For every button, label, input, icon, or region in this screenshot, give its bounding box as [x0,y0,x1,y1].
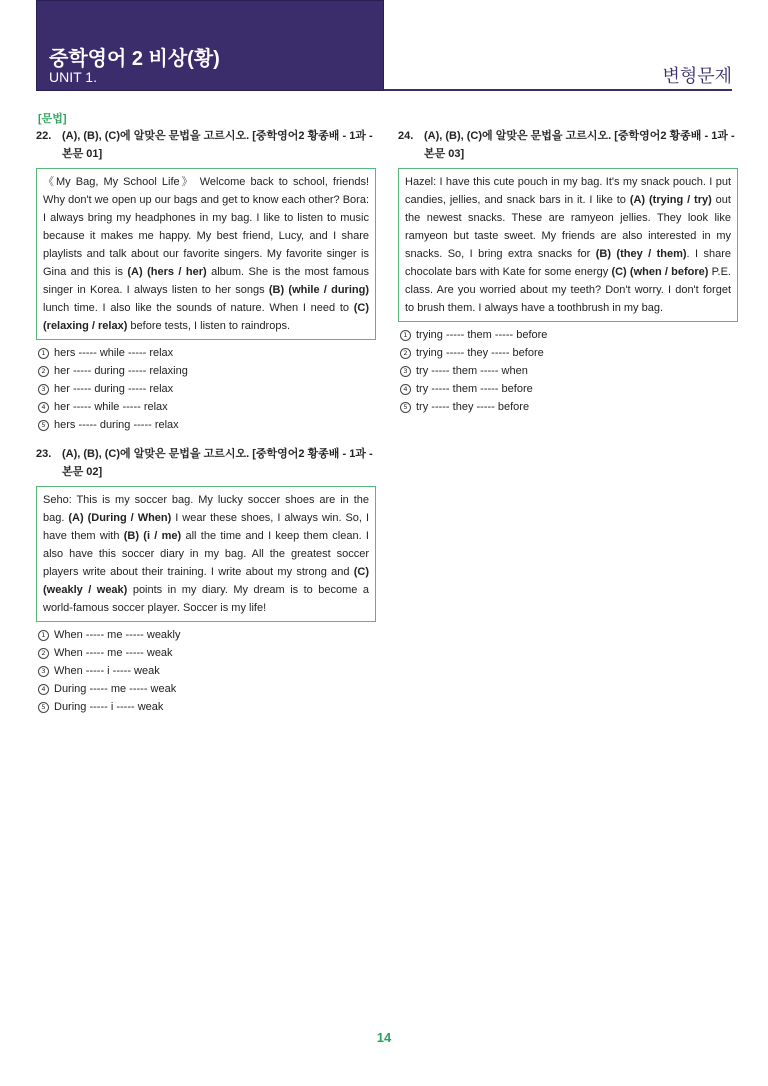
option-number-icon: 4 [38,402,49,413]
option-number-icon: 3 [400,366,411,377]
passage-text: album. She is the most famous singer in Korea. I always listen to her songs [43,266,369,296]
blank-choice: (A) (During / When) [68,512,172,524]
answer-option [400,362,738,380]
blank-choice: (A) (hers / her) [127,266,207,278]
question-prompt: (A), (B), (C)에 알맞은 문법을 고르시오. [중학영어2 황종배 - 1과 -본문 03] [424,130,735,160]
blank-choice: (B) (i / me) [123,530,182,542]
answer-option [38,680,376,698]
answer-options [36,344,376,434]
question-number: 22. [36,130,52,142]
option-text: When ----- me ----- weak [54,647,173,659]
blank-choice: (C) (weakly / weak) [43,566,369,596]
option-text: hers ----- during ----- relax [54,419,179,431]
blank-choice: (C) (relaxing / relax) [43,302,369,332]
answer-option [38,362,376,380]
passage-text: 《My Bag, My School Life》 Welcome back to school, friends! Why don't we open up our bags and get to know each other? Bora: I always bring my headphones in my bag. I like to listen to music because it makes me happy. My best friend, Lucy, and I share playlists and talk about our favorite singers. My favorite singer is Gina and this is [43,176,369,278]
blank-choice: (B) (they / them) [595,248,687,260]
passage-text: lunch time. I also like the sounds of nature. When I need to [43,302,354,314]
option-number-icon: 2 [38,366,49,377]
option-number-icon: 1 [38,630,49,641]
option-number-icon: 5 [38,702,49,713]
question-22 [36,127,376,434]
answer-option [400,326,738,344]
blank-choice: (B) (while / during) [268,284,369,296]
passage-text: Hazel: I have this cute pouch in my bag. It's my snack pouch. I put candies, jellies, and snack bars in it. I like to [405,176,731,206]
option-number-icon: 3 [38,666,49,677]
question-23 [36,445,376,716]
section-label: [문법] [38,113,67,125]
option-number-icon: 1 [400,330,411,341]
question-number: 23. [36,448,52,460]
option-text: hers ----- while ----- relax [54,347,174,359]
option-number-icon: 4 [400,384,411,395]
option-text: When ----- me ----- weakly [54,629,181,641]
answer-option [38,344,376,362]
option-number-icon: 4 [38,684,49,695]
question-prompt: (A), (B), (C)에 알맞은 문법을 고르시오. [중학영어2 황종배 - 1과 -본문 01] [62,130,373,160]
option-number-icon: 2 [400,348,411,359]
passage-text: all the time and I keep them clean. I also have this soccer diary in my bag. All the greatest soccer players write about their training. I write about my strong and [43,530,369,578]
answer-option [400,398,738,416]
passage-box [398,168,738,322]
blank-choice: (A) (trying / try) [629,194,712,206]
unit-label: UNIT 1. [49,69,97,85]
answer-option [38,398,376,416]
page-number: 14 [376,1030,392,1045]
option-text: her ----- while ----- relax [54,401,168,413]
option-text: During ----- i ----- weak [54,701,164,713]
question-prompt: (A), (B), (C)에 알맞은 문법을 고르시오. [중학영어2 황종배 - 1과 -본문 02] [62,448,373,478]
question-24 [398,127,738,416]
option-number-icon: 2 [38,648,49,659]
answer-options [398,326,738,416]
option-text: trying ----- they ----- before [416,347,544,359]
answer-option [38,626,376,644]
option-number-icon: 1 [38,348,49,359]
option-number-icon: 5 [38,420,49,431]
answer-option [38,416,376,434]
option-text: When ----- i ----- weak [54,665,160,677]
option-text: During ----- me ----- weak [54,683,177,695]
option-text: her ----- during ----- relax [54,383,174,395]
passage-box [36,168,376,340]
question-header [36,127,376,163]
option-text: try ----- them ----- before [416,383,533,395]
passage-text: I wear these shoes, I always win. So, I have them with [43,512,369,542]
header-rule [384,89,732,91]
passage-text: Seho: This is my soccer bag. My lucky soccer shoes are in the bag. [43,494,369,524]
answer-option [400,344,738,362]
answer-option [38,380,376,398]
answer-option [38,662,376,680]
passage-text: before tests, I listen to raindrops. [127,320,291,332]
header-banner [36,0,384,91]
option-text: try ----- them ----- when [416,365,528,377]
question-header [398,127,738,163]
answer-option [400,380,738,398]
passage-text: . I share chocolate bars with Kate for some energy [405,248,731,278]
option-text: her ----- during ----- relaxing [54,365,188,377]
option-number-icon: 3 [38,384,49,395]
option-number-icon: 5 [400,402,411,413]
passage-box [36,486,376,622]
option-text: trying ----- them ----- before [416,329,548,341]
option-text: try ----- they ----- before [416,401,530,413]
answer-options [36,626,376,716]
question-number: 24. [398,130,414,142]
answer-option [38,698,376,716]
page-category-title: 변형문제 [662,66,732,86]
passage-text: P.E. class. Are you worried about my teeth? Don't worry. I don't forget to brush them. I always have a toothbrush in my bag. [405,266,731,314]
answer-option [38,644,376,662]
blank-choice: (C) (when / before) [611,266,709,278]
passage-text: points in my diary. My dream is to become a world-famous soccer player. Soccer is my life! [43,584,369,614]
question-header [36,445,376,481]
book-title: 중학영어 2 비상(황) [49,48,220,70]
passage-text: out the newest snacks. These are ramyeon jellies. They look like ramyeon but taste sweet. My friends are also interested in my snacks. So, I bring extra snacks for [405,194,731,260]
